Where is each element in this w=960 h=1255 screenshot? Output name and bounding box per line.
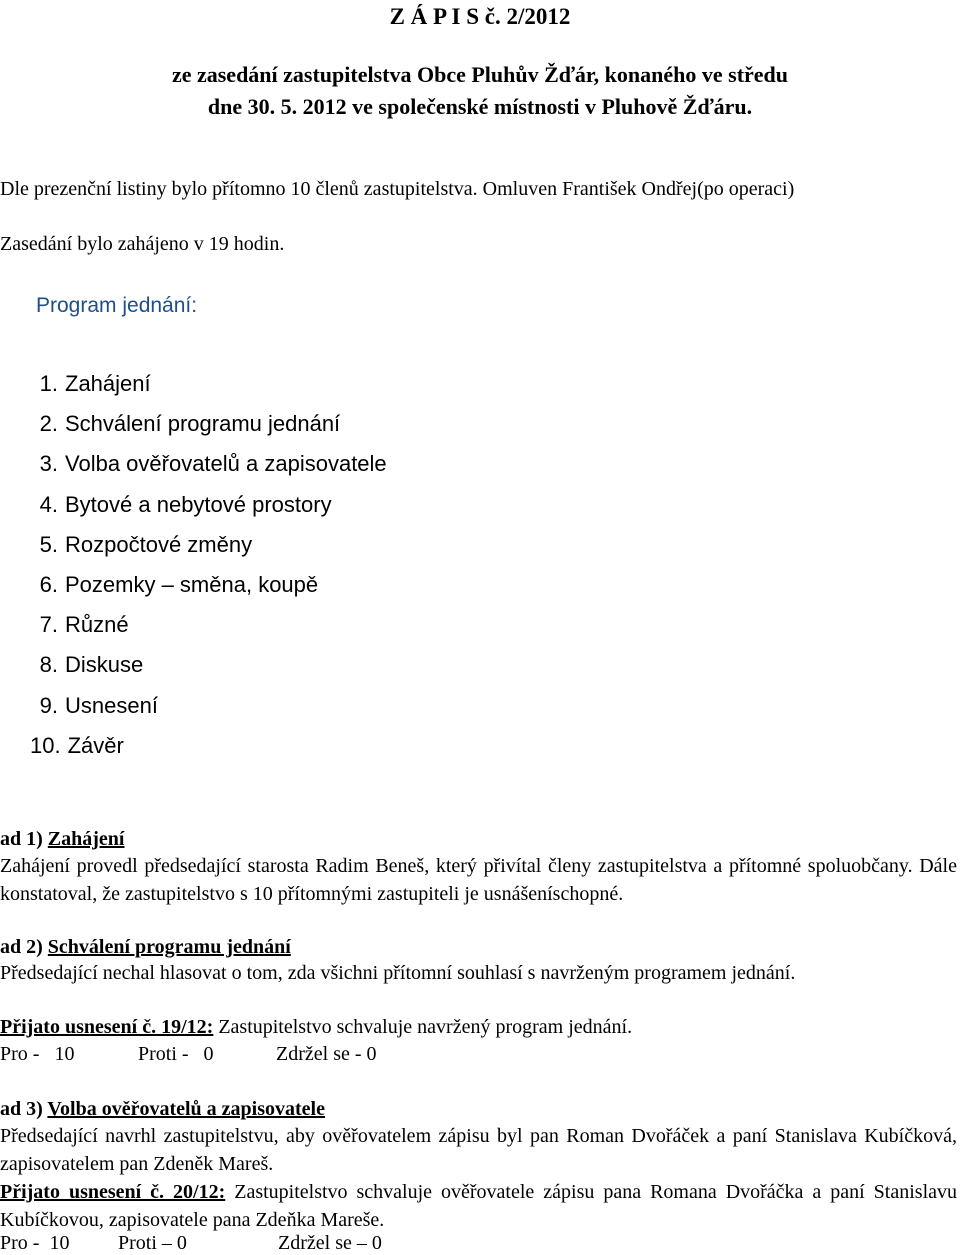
agenda-item: 4. Bytové a nebytové prostory — [39, 491, 332, 517]
section-1-heading: ad 1) Zahájení — [0, 828, 125, 850]
votes-19 — [0, 1043, 377, 1066]
votes-proti: Proti – 0 — [118, 1232, 187, 1254]
agenda-item: 10. Závěr — [30, 732, 124, 758]
agenda-item: 1. Zahájení — [39, 371, 151, 396]
votes-proti: Proti - 0 — [138, 1043, 214, 1065]
agenda-item: 8. Diskuse — [39, 652, 144, 678]
section-3-heading: ad 3) Volba ověřovatelů a zapisovatele — [0, 1098, 325, 1120]
attendance-text: Dle prezenční listiny bylo přítomno 10 členů zastupitelstva. Omluven František Ondřej(po operaci) — [0, 178, 795, 200]
section-2-heading: ad 2) Schválení programu jednání — [0, 936, 291, 958]
document-title: Z Á P I S č. 2/2012 — [389, 4, 571, 29]
votes-pro: Pro - 10 — [0, 1043, 75, 1065]
subtitle-line-1: ze zasedání zastupitelstva Obce Pluhův Žďár, konaného ve středu — [171, 62, 789, 87]
section-3-text: Předsedající navrhl zastupitelstvu, aby ověřovatelem zápisu byl pan Roman Dvořáček a paní Stanislava Kubíčková, zapisovatelem pan Zdeněk Mareš. — [0, 1125, 957, 1175]
resolution-19: Přijato usnesení č. 19/12: Zastupitelstvo schvaluje navržený program jednání. — [0, 1016, 633, 1038]
resolution-20: Přijato usnesení č. 20/12: Zastupitelstvo schvaluje ověřovatele zápisu pana Romana Dvořáčka a paní Stanislavu Kubíčkovou, zapisovatele pana Zdeňka Mareše. — [0, 1181, 957, 1231]
votes-pro: Pro - 10 — [0, 1232, 70, 1254]
votes-20 — [0, 1232, 382, 1255]
section-1-text: Zahájení provedl předsedající starosta Radim Beneš, který přivítal členy zastupitelstva a přítomné spoluobčany. Dále konstatoval, že zastupitelstvo s 10 přítomnými zastupiteli je usnášeníschopné. — [0, 855, 957, 905]
agenda-item: 9. Usnesení — [39, 692, 158, 718]
agenda-list — [30, 368, 387, 770]
opening-text: Zasedání bylo zahájeno v 19 hodin. — [0, 233, 285, 255]
agenda-item: 3. Volba ověřovatelů a zapisovatele — [39, 451, 387, 477]
agenda-item: 6. Pozemky – směna, koupě — [39, 571, 319, 597]
agenda-item: 2. Schválení programu jednání — [39, 411, 341, 437]
section-2-text: Předsedající nechal hlasovat o tom, zda všichni přítomní souhlasí s navrženým programem jednání. — [0, 962, 796, 984]
program-heading: Program jednání: — [36, 294, 198, 317]
votes-zdrzel: Zdržel se – 0 — [278, 1232, 382, 1254]
agenda-item: 5. Rozpočtové změny — [39, 531, 253, 557]
agenda-item: 7. Různé — [39, 612, 129, 638]
votes-zdrzel: Zdržel se - 0 — [276, 1043, 377, 1065]
subtitle-line-2: dne 30. 5. 2012 ve společenské místnosti v Pluhově Žďáru. — [207, 94, 753, 119]
